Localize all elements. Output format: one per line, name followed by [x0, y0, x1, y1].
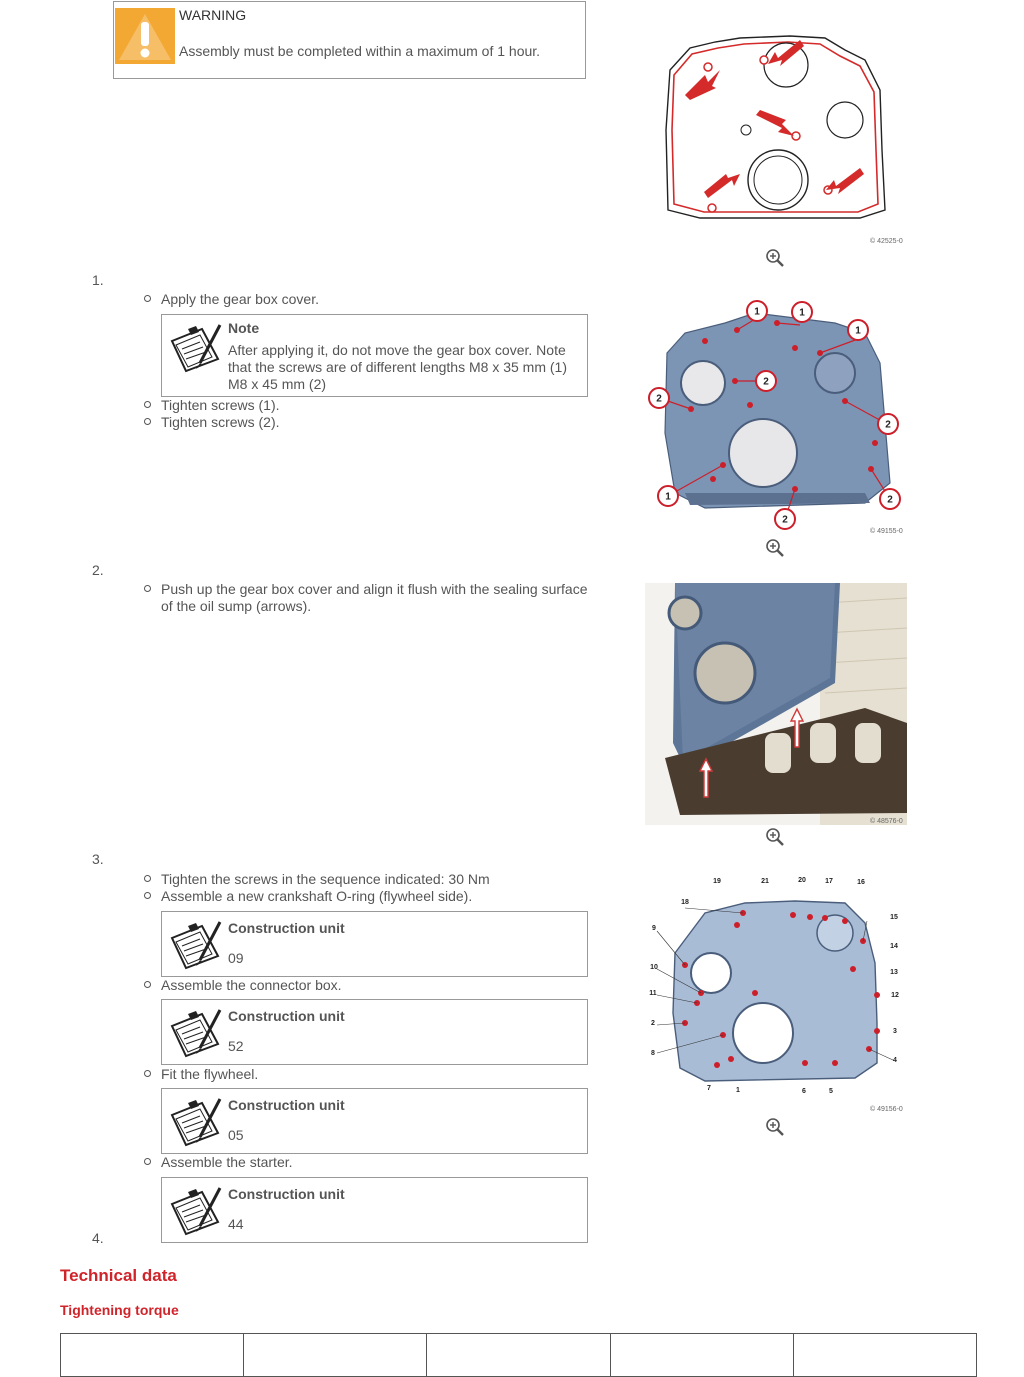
sequence-label: 16: [857, 879, 865, 886]
list-item: Tighten the screws in the sequence indicated: 30 Nm: [144, 871, 490, 888]
list-item: Tighten screws (1).: [144, 397, 280, 414]
callout-label: 2: [887, 494, 893, 506]
clipboard-pencil-icon: [166, 1182, 222, 1238]
table-cell: [61, 1334, 244, 1377]
section-subtitle: Tightening torque: [60, 1302, 179, 1318]
sequence-label: 7: [707, 1085, 711, 1092]
figure-code: © 48576-0: [870, 818, 903, 825]
sequence-label: 21: [761, 878, 769, 885]
callout-label: 1: [754, 306, 760, 318]
sequence-label: 1: [736, 1087, 740, 1094]
construction-unit-box: [161, 999, 588, 1065]
table-cell: [427, 1334, 610, 1377]
step-number: 4.: [92, 1230, 104, 1246]
warning-text: Assembly must be completed within a maximum of 1 hour.: [179, 43, 541, 59]
note-box: [161, 314, 588, 397]
construction-unit-box: [161, 1088, 588, 1154]
callout-label: 2: [885, 419, 891, 431]
zoom-in-icon[interactable]: [765, 1117, 785, 1137]
sequence-label: 18: [681, 899, 689, 906]
construction-unit-value: 52: [228, 1038, 244, 1054]
sequence-label: 20: [798, 877, 806, 884]
construction-unit-box: [161, 1177, 588, 1243]
zoom-in-icon[interactable]: [765, 248, 785, 268]
sequence-label: 13: [890, 969, 898, 976]
list-item: Apply the gear box cover.: [144, 291, 319, 308]
construction-unit-value: 44: [228, 1216, 244, 1232]
step-number: 2.: [92, 562, 104, 578]
callout-label: 2: [656, 393, 662, 405]
clipboard-pencil-icon: [166, 1093, 222, 1149]
sequence-label: 5: [829, 1088, 833, 1095]
clipboard-pencil-icon: [166, 1004, 222, 1060]
sequence-label: 15: [890, 914, 898, 921]
clipboard-pencil-icon: [166, 319, 222, 375]
figure-code: © 42525-0: [870, 238, 903, 245]
sequence-label: 8: [651, 1050, 655, 1057]
sequence-label: 3: [893, 1028, 897, 1035]
step-number: 3.: [92, 851, 104, 867]
callout-label: 2: [763, 376, 769, 388]
construction-unit-value: 09: [228, 950, 244, 966]
sequence-label: 4: [893, 1057, 897, 1064]
construction-unit-value: 05: [228, 1127, 244, 1143]
sequence-label: 9: [652, 925, 656, 932]
callout-label: 1: [855, 325, 861, 337]
construction-unit-title: Construction unit: [228, 1097, 345, 1113]
zoom-in-icon[interactable]: [765, 827, 785, 847]
step-number: 1.: [92, 272, 104, 288]
list-item: Tighten screws (2).: [144, 414, 280, 431]
list-item: Push up the gear box cover and align it flush with the sealing surface of the oil sump (arrows).: [144, 581, 587, 615]
oil-sump-alignment-figure: [645, 583, 907, 825]
zoom-in-icon[interactable]: [765, 538, 785, 558]
sequence-label: 19: [713, 878, 721, 885]
warning-title: WARNING: [179, 7, 247, 23]
table-row: [61, 1334, 977, 1377]
note-text: After applying it, do not move the gear box cover. Note that the screws are of different lengths M8 x 35 mm (1) M8 x 45 mm (2): [228, 342, 568, 392]
clipboard-pencil-icon: [166, 916, 222, 972]
figure-code: © 49155-0: [870, 528, 903, 535]
note-title: Note: [228, 320, 260, 336]
sequence-label: 11: [649, 990, 657, 997]
construction-unit-title: Construction unit: [228, 1186, 345, 1202]
sequence-label: 17: [825, 878, 833, 885]
gearbox-cover-screws-figure: [645, 293, 907, 538]
sequence-label: 2: [651, 1020, 655, 1027]
table-cell: [793, 1334, 976, 1377]
sequence-label: 6: [802, 1088, 806, 1095]
tightening-sequence-figure: [645, 873, 907, 1115]
callout-label: 1: [799, 307, 805, 319]
construction-unit-title: Construction unit: [228, 920, 345, 936]
figure-code: © 49156-0: [870, 1106, 903, 1113]
sequence-label: 14: [890, 943, 898, 950]
sequence-label: 12: [891, 992, 899, 999]
callout-label: 2: [782, 514, 788, 526]
sequence-label: 10: [650, 964, 658, 971]
list-item: Assemble the connector box.: [144, 977, 342, 994]
callout-label: 1: [665, 491, 671, 503]
construction-unit-box: [161, 911, 588, 977]
list-item: Assemble a new crankshaft O-ring (flywheel side).: [144, 888, 472, 905]
construction-unit-title: Construction unit: [228, 1008, 345, 1024]
section-title: Technical data: [60, 1266, 177, 1285]
list-item: Assemble the starter.: [144, 1154, 293, 1171]
table-cell: [244, 1334, 427, 1377]
table-cell: [610, 1334, 793, 1377]
torque-table: [60, 1333, 977, 1377]
gearbox-outline-figure: [660, 30, 890, 225]
warning-triangle-icon: [115, 8, 175, 64]
list-item: Fit the flywheel.: [144, 1066, 258, 1083]
